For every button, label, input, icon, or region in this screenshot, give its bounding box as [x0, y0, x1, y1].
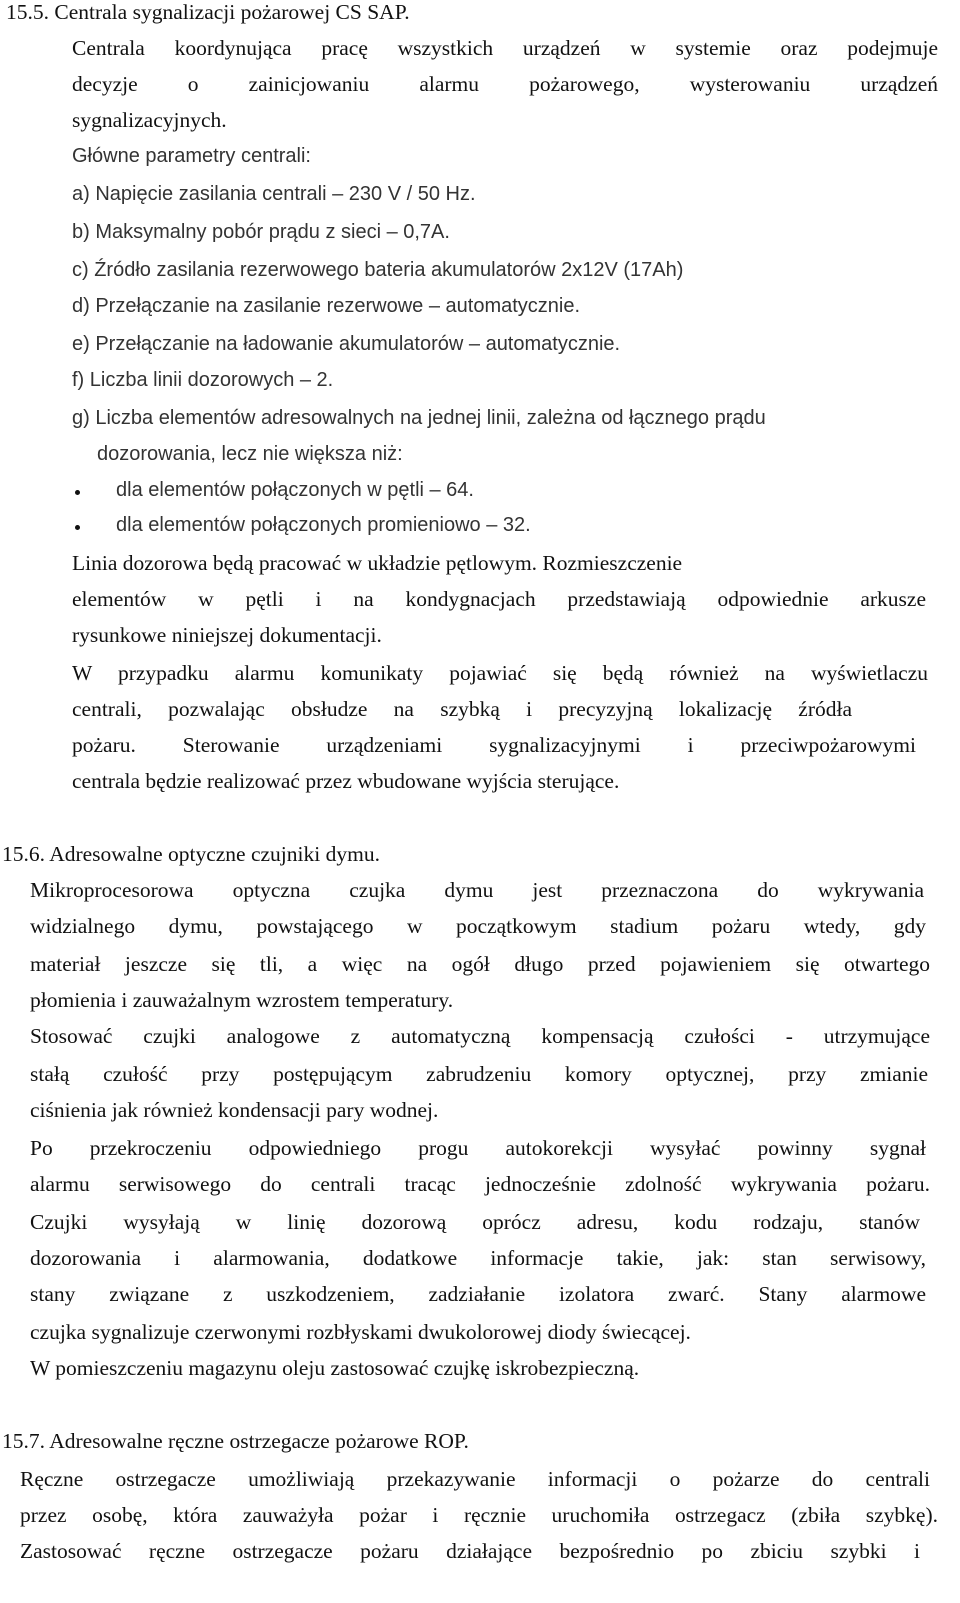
bullet-icon	[75, 490, 80, 495]
paragraph-line: centrala będzie realizować przez wbudowane wyjścia sterujące.	[72, 769, 620, 793]
paragraph-line: Stosować czujki analogowe z automatyczną kompensacją czułości - utrzymujące	[30, 1024, 930, 1048]
section-heading: 15.6. Adresowalne optyczne czujniki dymu.	[2, 842, 380, 866]
param-item: f) Liczba linii dozorowych – 2.	[72, 369, 334, 391]
paragraph-line: płomienia i zauważalnym wzrostem temperatury.	[30, 988, 454, 1012]
paragraph-line: widzialnego dymu, powstającego w początkowym stadium pożaru wtedy, gdy	[30, 914, 926, 938]
bullet-icon	[75, 525, 80, 530]
paragraph-line: decyzje o zainicjowaniu alarmu pożarowego, wysterowaniu urządzeń	[72, 72, 938, 96]
paragraph-line: stałą czułość przy postępującym zabrudzeniu komory optycznej, przy zmianie	[30, 1062, 928, 1086]
param-item: e) Przełączanie na ładowanie akumulatorów – automatycznie.	[72, 333, 621, 355]
paragraph-line: W pomieszczeniu magazynu oleju zastosować czujkę iskrobezpieczną.	[30, 1356, 640, 1380]
paragraph-line: pożaru. Sterowanie urządzeniami sygnalizacyjnymi i przeciwpożarowymi	[72, 733, 916, 757]
bullet-item: dla elementów połączonych w pętli – 64.	[116, 479, 474, 501]
paragraph-line: materiał jeszcze się tli, a więc na ogół długo przed pojawieniem się otwartego	[30, 952, 930, 976]
params-title: Główne parametry centrali:	[72, 145, 311, 167]
paragraph-line: Po przekroczeniu odpowiedniego progu autokorekcji wysyłać powinny sygnał	[30, 1136, 926, 1160]
param-item: a) Napięcie zasilania centrali – 230 V / 50 Hz.	[72, 183, 476, 205]
paragraph-line: dozorowania i alarmowania, dodatkowe informacje takie, jak: stan serwisowy,	[30, 1246, 926, 1270]
paragraph-line: alarmu serwisowego do centrali tracąc jednocześnie zdolność wykrywania pożaru.	[30, 1172, 930, 1196]
param-item: g) Liczba elementów adresowalnych na jednej linii, zależna od łącznego prądu	[72, 407, 766, 429]
param-item: c) Źródło zasilania rezerwowego bateria akumulatorów 2x12V (17Ah)	[72, 259, 684, 281]
section-heading: 15.5. Centrala sygnalizacji pożarowej CS SAP.	[6, 0, 410, 24]
paragraph-line: Mikroprocesorowa optyczna czujka dymu jest przeznaczona do wykrywania	[30, 878, 924, 902]
bullet-item: dla elementów połączonych promieniowo – 32.	[116, 514, 531, 536]
paragraph-line: Zastosować ręczne ostrzegacze pożaru działające bezpośrednio po zbiciu szybki i	[20, 1539, 920, 1563]
paragraph-line: Centrala koordynująca pracę wszystkich urządzeń w systemie oraz podejmuje	[72, 36, 938, 60]
paragraph-line: czujka sygnalizuje czerwonymi rozbłyskami dwukolorowej diody świecącej.	[30, 1320, 691, 1344]
param-item-continuation: dozorowania, lecz nie większa niż:	[97, 443, 403, 465]
paragraph-line: elementów w pętli i na kondygnacjach przedstawiają odpowiednie arkusze	[72, 587, 926, 611]
paragraph-line: rysunkowe niniejszej dokumentacji.	[72, 623, 382, 647]
paragraph-line: ciśnienia jak również kondensacji pary wodnej.	[30, 1098, 439, 1122]
paragraph-line: stany związane z uszkodzeniem, zadziałanie izolatora zwarć. Stany alarmowe	[30, 1282, 926, 1306]
paragraph-line: Ręczne ostrzegacze umożliwiają przekazywanie informacji o pożarze do centrali	[20, 1467, 930, 1491]
paragraph-line: centrali, pozwalając obsłudze na szybką i precyzyjną lokalizację źródła	[72, 697, 852, 721]
param-item: b) Maksymalny pobór prądu z sieci – 0,7A.	[72, 221, 450, 243]
param-item: d) Przełączanie na zasilanie rezerwowe – automatycznie.	[72, 295, 581, 317]
paragraph-line: Linia dozorowa będą pracować w układzie pętlowym. Rozmieszczenie	[72, 551, 683, 575]
paragraph-line: W przypadku alarmu komunikaty pojawiać się będą również na wyświetlaczu	[72, 661, 928, 685]
paragraph-line: Czujki wysyłają w linię dozorową oprócz adresu, kodu rodzaju, stanów	[30, 1210, 920, 1234]
paragraph-line: sygnalizacyjnych.	[72, 108, 227, 132]
paragraph-line: przez osobę, która zauważyła pożar i ręcznie uruchomiła ostrzegacz (zbiła szybkę).	[20, 1503, 938, 1527]
section-heading: 15.7. Adresowalne ręczne ostrzegacze pożarowe ROP.	[2, 1429, 469, 1453]
